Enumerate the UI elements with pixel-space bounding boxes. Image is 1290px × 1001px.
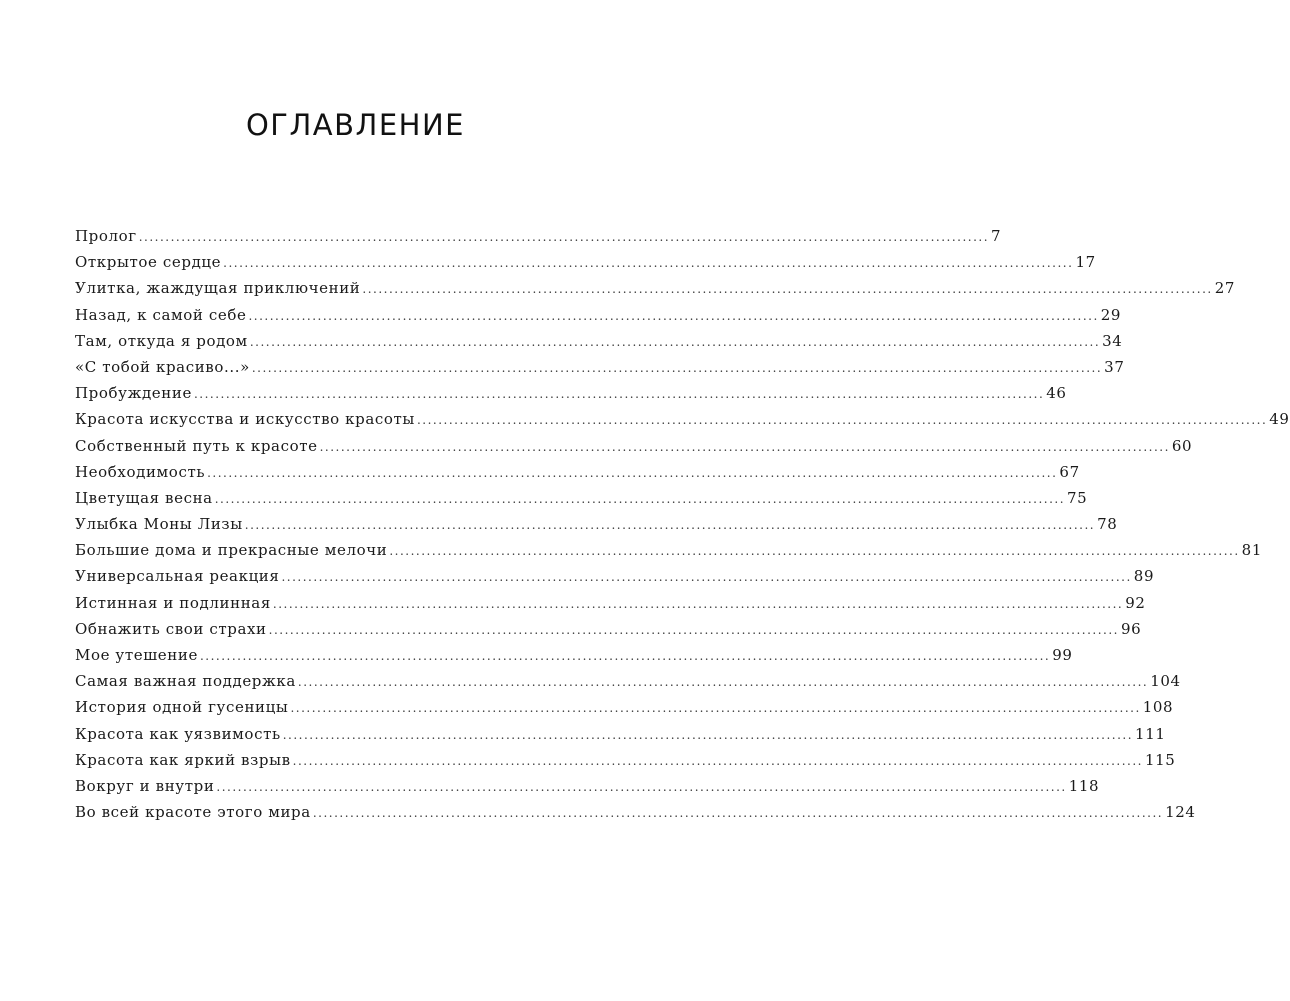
dot-leader: ................................................................................................................................................................ [362,282,1213,297]
toc-entry-title: Собственный путь к красоте [75,436,318,455]
toc-entry-page-number: 96 [1120,619,1142,638]
toc-entry [75,279,1235,305]
toc-entry-page-number: 78 [1097,515,1118,534]
toc-entry-page-number: 124 [1165,803,1196,822]
toc-entry-page-number: 34 [1102,331,1123,350]
toc-entry-page-number: 67 [1059,462,1080,481]
dot-leader: ................................................................................................................................................................ [272,596,1124,611]
toc-entry-title: Вокруг и внутри [75,776,215,795]
toc-entry-title: Пролог [75,227,137,245]
toc-entry-page-number: 115 [1144,750,1176,769]
toc-entry-title: «С тобой красиво...» [75,357,250,376]
toc-entry-title: Красота как яркий взрыв [75,750,291,769]
dot-leader: ................................................................................................................................................................ [193,387,1045,402]
dot-leader: ................................................................................................................................................................ [312,806,1164,821]
toc-entry-title: Универсальная реакция [75,567,280,586]
toc-entry [75,750,1176,777]
dot-leader: ................................................................................................................................................................ [223,256,1074,271]
toc-entry-page-number: 60 [1171,436,1193,455]
toc-entry-title: Красота как уязвимость [75,724,281,743]
toc-entry [75,593,1146,620]
toc-entry-page-number: 49 [1269,410,1290,429]
toc-entry [75,462,1080,489]
toc-entry [75,619,1142,646]
toc-entry-title: Самая важная поддержка [75,672,296,691]
toc-entry-page-number: 46 [1046,384,1067,403]
toc-entry [75,724,1166,751]
dot-leader: ................................................................................................................................................................ [281,570,1132,585]
toc-entry-title: История одной гусеницы [75,698,289,717]
toc-entry [75,488,1088,515]
toc-entry-page-number: 27 [1214,279,1235,298]
toc-entry-page-number: 17 [1075,253,1096,272]
toc-entry [75,357,1125,384]
table-of-contents [75,227,1290,829]
toc-entry [75,227,1002,253]
dot-leader: ................................................................................................................................................................ [416,413,1268,428]
toc-entry-title: Истинная и подлинная [75,593,271,612]
toc-entry-page-number: 29 [1100,305,1122,324]
toc-entry [75,253,1096,279]
toc-entry-page-number: 108 [1142,698,1174,717]
toc-entry-title: Цветущая весна [75,488,213,507]
toc-entry-title: Улитка, жаждущая приключений [75,279,361,298]
toc-entry-title: Улыбка Моны Лизы [75,515,243,534]
dot-leader: ................................................................................................................................................................ [199,649,1051,663]
dot-leader: ................................................................................................................................................................ [290,701,1141,716]
toc-entry [75,541,1262,567]
toc-entry-title: Мое утешение [75,646,198,664]
dot-leader: ................................................................................................................................................................ [389,544,1240,559]
toc-entry-page-number: 37 [1104,357,1125,376]
dot-leader: ................................................................................................................................................................ [244,518,1096,533]
dot-leader: ................................................................................................................................................................ [138,230,990,244]
toc-entry [75,646,1073,672]
toc-entry-page-number: 99 [1052,646,1073,664]
toc-entry [75,698,1174,724]
toc-entry-page-number: 104 [1150,672,1181,691]
dot-leader: ................................................................................................................................................................ [248,308,1099,323]
dot-leader: ................................................................................................................................................................ [297,675,1149,690]
toc-entry-title: Назад, к самой себе [75,305,247,324]
dot-leader: ................................................................................................................................................................ [216,779,1067,794]
toc-entry-page-number: 111 [1135,724,1166,743]
toc-entry-title: Во всей красоте этого мира [75,803,311,822]
toc-entry-title: Большие дома и прекрасные мелочи [75,541,388,560]
toc-entry [75,776,1100,803]
toc-entry [75,515,1118,541]
toc-entry [75,436,1193,463]
toc-entry-page-number: 81 [1241,541,1262,560]
toc-entry-page-number: 118 [1068,776,1100,795]
toc-entry [75,384,1067,410]
toc-entry-title: Обнажить свои страхи [75,619,267,638]
toc-entry-title: Пробуждение [75,384,192,403]
dot-leader: ................................................................................................................................................................ [207,465,1058,480]
dot-leader: ................................................................................................................................................................ [249,334,1101,349]
toc-entry-title: Необходимость [75,462,206,481]
toc-entry-title: Открытое сердце [75,253,222,272]
toc-entry-page-number: 89 [1133,567,1155,586]
page-title: ОГЛАВЛЕНИЕ [245,108,465,142]
dot-leader: ................................................................................................................................................................ [251,360,1103,375]
toc-entry [75,331,1123,358]
toc-entry [75,305,1122,332]
dot-leader: ................................................................................................................................................................ [214,491,1066,506]
toc-entry-page-number: 92 [1125,593,1146,612]
toc-entry-page-number: 75 [1067,488,1088,507]
toc-entry [75,567,1155,593]
toc-entry [75,672,1181,698]
toc-entry [75,803,1196,829]
dot-leader: ................................................................................................................................................................ [268,622,1119,637]
dot-leader: ................................................................................................................................................................ [292,753,1143,768]
toc-entry-page-number: 7 [991,227,1002,245]
toc-entry-title: Там, откуда я родом [75,331,248,350]
dot-leader: ................................................................................................................................................................ [282,727,1134,742]
toc-entry-title: Красота искусства и искусство красоты [75,410,415,429]
toc-entry [75,410,1290,436]
dot-leader: ................................................................................................................................................................ [319,439,1170,454]
